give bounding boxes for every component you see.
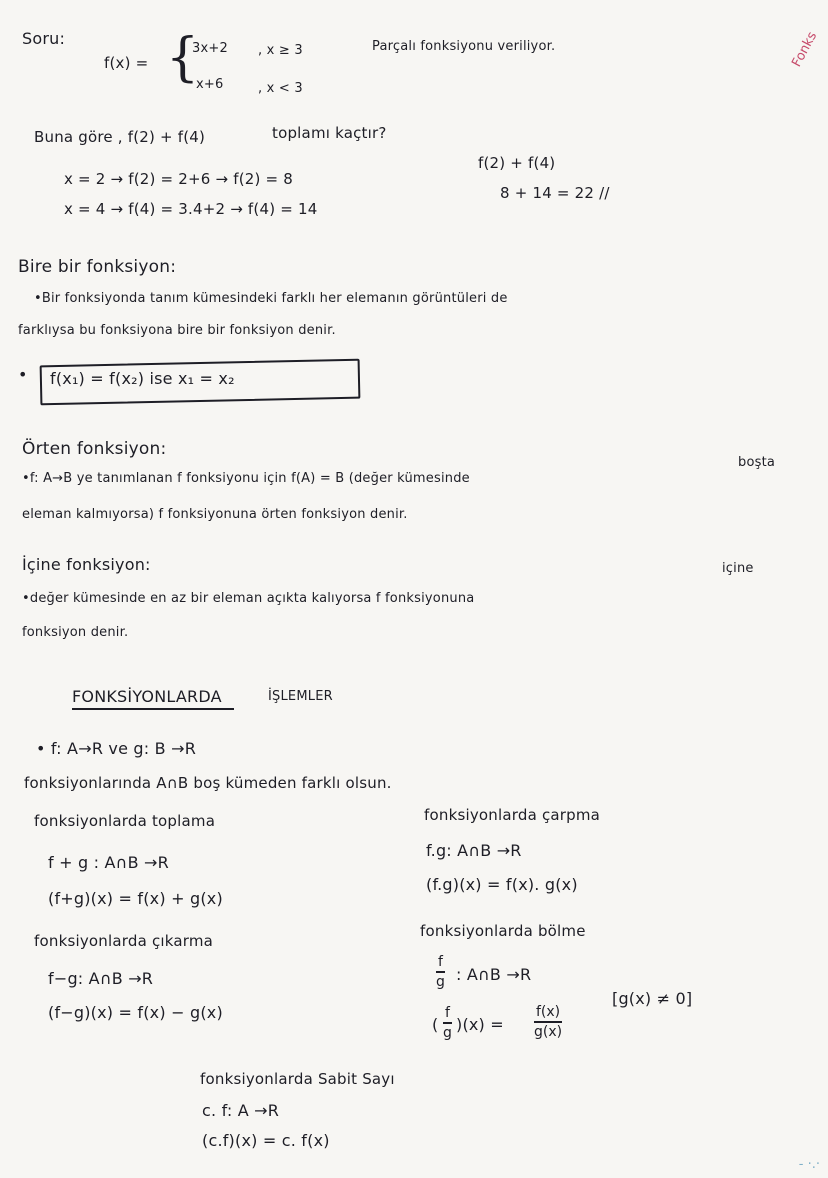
onto-line-1-right: boşta (738, 455, 776, 470)
into-line-2: fonksiyon denir. (22, 625, 129, 640)
into-line-1-right: içine (722, 561, 754, 576)
division-lhs-close: )(x) = (456, 1015, 504, 1034)
one-to-one-line-2: farklıysa bu fonksiyona bire bir fonksiyon denir. (18, 323, 336, 338)
division-numerator: f(x) (535, 1004, 561, 1020)
constant-formula: (c.f)(x) = c. f(x) (202, 1131, 330, 1150)
question-label: Soru: (22, 29, 66, 48)
operations-title-b: İŞLEMLER (268, 689, 333, 704)
division-lhs-f: f (444, 1005, 450, 1021)
solution-step-1: x = 2 → f(2) = 2+6 → f(2) = 8 (64, 170, 293, 188)
solution-step-2: x = 4 → f(4) = 3.4+2 → f(4) = 14 (64, 200, 318, 218)
case2-expression: x+6 (196, 77, 224, 92)
multiplication-formula: (f.g)(x) = f(x). g(x) (426, 875, 578, 894)
constant-domain: c. f: A →R (202, 1101, 280, 1120)
margin-note: Fonks (789, 29, 821, 70)
addition-formula: (f+g)(x) = f(x) + g(x) (48, 889, 223, 908)
multiplication-domain: f.g: A∩B →R (426, 841, 522, 860)
division-rhs-fraction (534, 1004, 562, 1040)
addition-domain: f + g : A∩B →R (48, 853, 169, 872)
subtraction-formula: (f−g)(x) = f(x) − g(x) (48, 1003, 223, 1022)
division-condition: [g(x) ≠ 0] (612, 989, 693, 1008)
function-lhs: f(x) = (104, 54, 149, 72)
corner-mark: - ·.· (798, 1157, 820, 1172)
division-g: g (436, 973, 445, 990)
into-line-1: •değer kümesinde en az bir eleman açıkta kalıyorsa f fonksiyonuna (22, 591, 475, 606)
piecewise-brace: { (166, 28, 200, 88)
division-fraction-fg (436, 954, 445, 990)
case2-condition: , x < 3 (258, 81, 303, 96)
sum-label: f(2) + f(4) (478, 154, 556, 172)
one-to-one-line-1: •Bir fonksiyonda tanım kümesindeki farklı her elemanın görüntüleri de (34, 291, 508, 306)
division-title: fonksiyonlarda bölme (420, 922, 586, 940)
onto-title: Örten fonksiyon: (22, 439, 167, 459)
division-denominator: g(x) (534, 1023, 563, 1040)
subtraction-domain: f−g: A∩B →R (48, 969, 154, 988)
division-lhs-g: g (443, 1024, 452, 1041)
case1-condition: , x ≥ 3 (258, 43, 303, 58)
operations-title-underline (72, 708, 234, 710)
operations-title-a: FONKSİYONLARDA (72, 687, 222, 706)
operations-intro-2: fonksiyonlarında A∩B boş kümeden farklı olsun. (24, 774, 392, 792)
multiplication-title: fonksiyonlarda çarpma (424, 806, 601, 824)
question-note: Parçalı fonksiyonu veriliyor. (372, 39, 556, 54)
addition-title: fonksiyonlarda toplama (34, 812, 216, 830)
onto-line-1: •f: A→B ye tanımlanan f fonksiyonu için f(A) = B (değer kümesinde (22, 471, 470, 486)
sum-value: 8 + 14 = 22 // (500, 184, 610, 202)
into-title: İçine fonksiyon: (22, 555, 151, 574)
onto-line-2: eleman kalmıyorsa) f fonksiyonuna örten fonksiyon denir. (22, 507, 408, 522)
division-domain: : A∩B →R (456, 965, 532, 984)
operations-intro-1: • f: A→R ve g: B →R (36, 739, 197, 758)
division-lhs-open: ( (432, 1015, 439, 1034)
one-to-one-formula: f(x₁) = f(x₂) ise x₁ = x₂ (50, 369, 235, 388)
bullet: • (18, 365, 28, 384)
constant-title: fonksiyonlarda Sabit Sayı (200, 1070, 395, 1088)
division-f: f (437, 954, 443, 970)
question-prompt-b: toplamı kaçtır? (272, 124, 387, 142)
case1-expression: 3x+2 (192, 41, 228, 56)
one-to-one-title: Bire bir fonksiyon: (18, 257, 177, 277)
subtraction-title: fonksiyonlarda çıkarma (34, 932, 214, 950)
division-lhs-fraction (443, 1005, 452, 1041)
question-prompt-a: Buna göre , f(2) + f(4) (34, 128, 206, 146)
